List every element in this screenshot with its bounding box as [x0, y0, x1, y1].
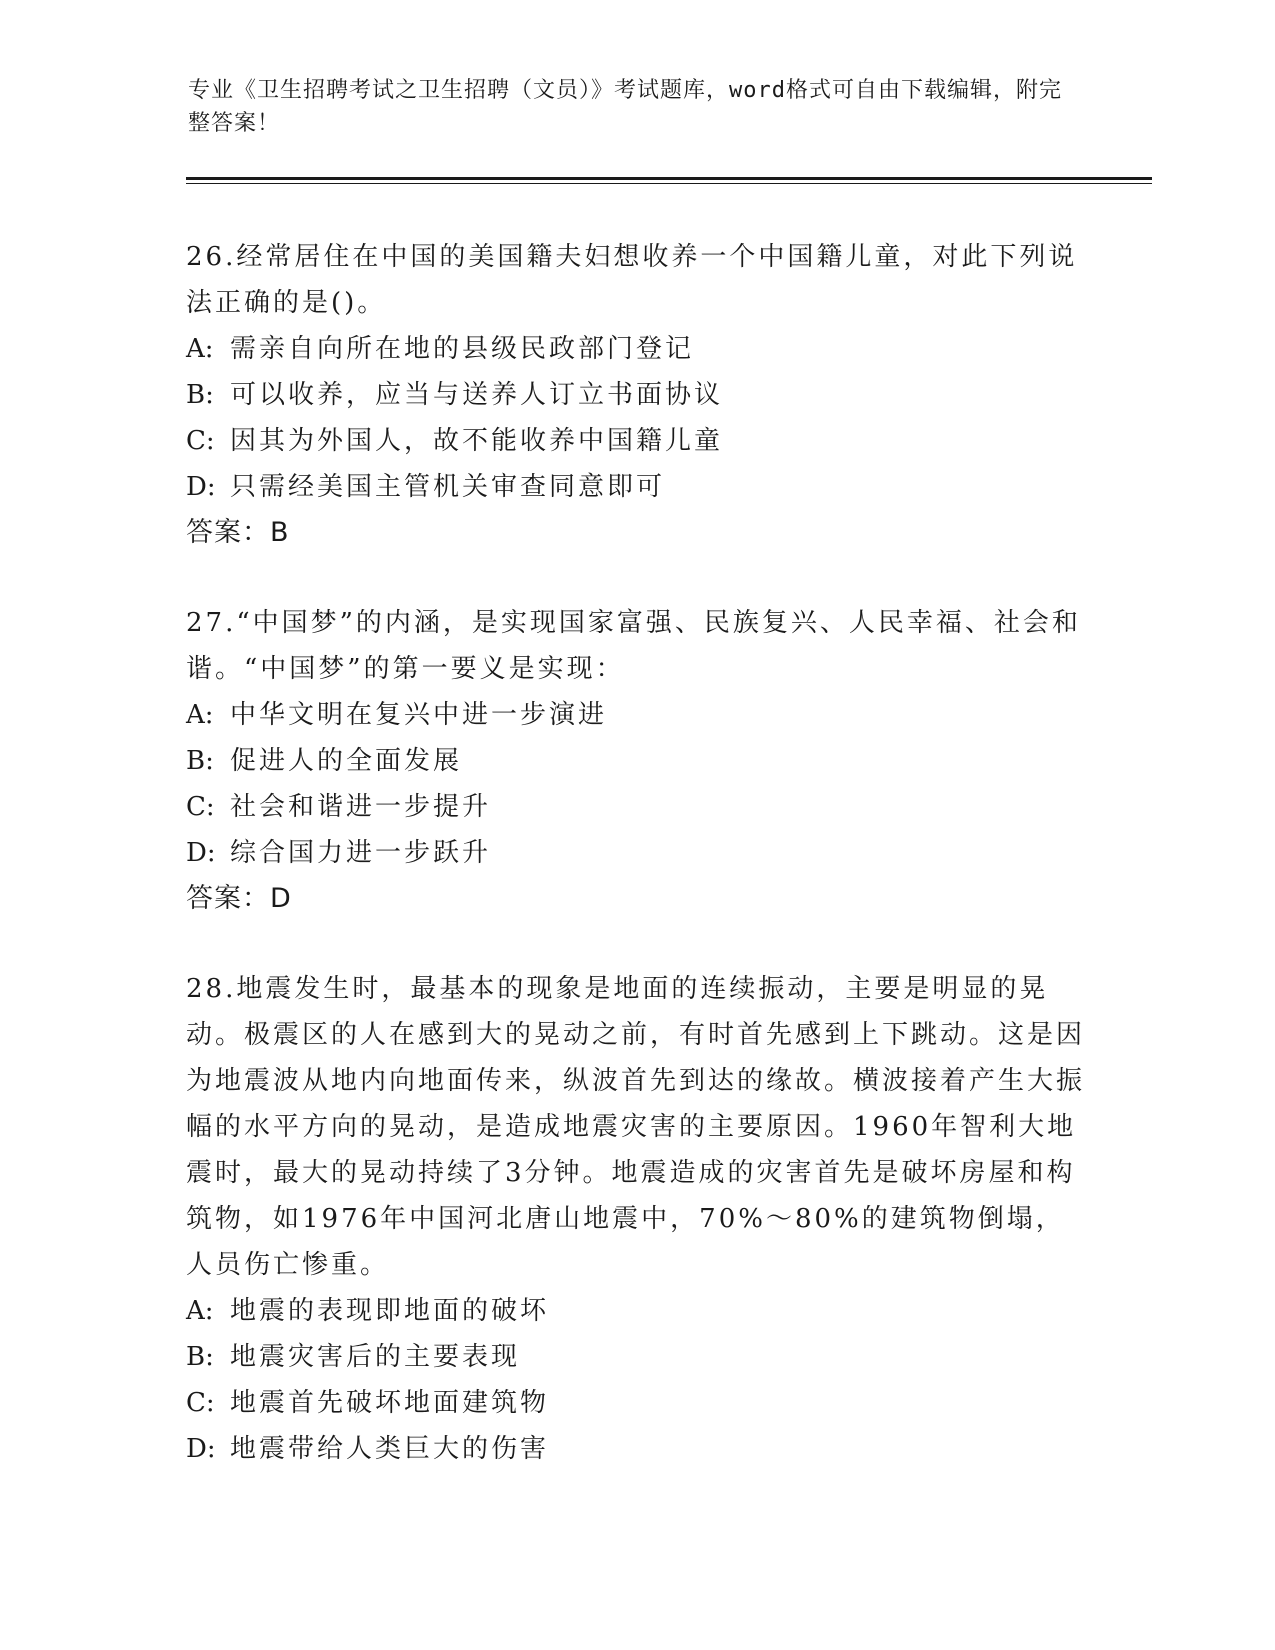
option-text: 综合国力进一步跃升	[230, 838, 492, 868]
option-text: 地震首先破坏地面建筑物	[230, 1388, 550, 1418]
option-key: A:	[186, 700, 214, 730]
answer-line: 答案：B	[186, 517, 290, 548]
question-stem: 27.“中国梦”的内涵，是实现国家富强、民族复兴、人民幸福、社会和谐。“中国梦”的第一要义是实现：	[186, 608, 1081, 684]
option-text: 可以收养，应当与送养人订立书面协议	[230, 380, 724, 410]
option-text: 促进人的全面发展	[230, 746, 463, 776]
option-key: C:	[186, 426, 215, 456]
option-text: 只需经美国主管机关审查同意即可	[230, 472, 666, 502]
question-27	[186, 600, 1086, 922]
option-d	[186, 464, 1086, 510]
option-text: 需亲自向所在地的县级民政部门登记	[230, 334, 695, 364]
question-26	[186, 234, 1086, 556]
option-a	[186, 326, 1086, 372]
header-divider	[186, 177, 1152, 180]
option-a	[186, 1288, 1086, 1334]
option-key: D:	[186, 1434, 216, 1464]
option-d	[186, 830, 1086, 876]
option-text: 因其为外国人，故不能收养中国籍儿童	[230, 426, 724, 456]
option-b	[186, 372, 1086, 418]
option-key: B:	[186, 380, 214, 410]
option-text: 地震的表现即地面的破坏	[230, 1296, 550, 1326]
option-key: A:	[186, 1296, 214, 1326]
option-text: 地震带给人类巨大的伤害	[230, 1434, 550, 1464]
option-c	[186, 1380, 1086, 1426]
option-a	[186, 692, 1086, 738]
option-key: C:	[186, 792, 215, 822]
option-key: B:	[186, 746, 214, 776]
answer-line: 答案：D	[186, 883, 292, 914]
option-text: 地震灾害后的主要表现	[230, 1342, 521, 1372]
option-b	[186, 738, 1086, 784]
option-key: A:	[186, 334, 214, 364]
option-c	[186, 784, 1086, 830]
option-d	[186, 1426, 1086, 1472]
option-key: D:	[186, 838, 216, 868]
document-header: 专业《卫生招聘考试之卫生招聘（文员）》考试题库，word格式可自由下载编辑，附完整答案！	[188, 78, 1062, 136]
option-key: B:	[186, 1342, 214, 1372]
option-text: 中华文明在复兴中进一步演进	[230, 700, 608, 730]
option-text: 社会和谐进一步提升	[230, 792, 492, 822]
header-divider-thin	[186, 183, 1152, 184]
option-key: D:	[186, 472, 216, 502]
option-key: C:	[186, 1388, 215, 1418]
option-c	[186, 418, 1086, 464]
question-28	[186, 966, 1086, 1472]
question-stem: 26.经常居住在中国的美国籍夫妇想收养一个中国籍儿童，对此下列说法正确的是()。	[186, 242, 1078, 318]
question-stem: 28.地震发生时，最基本的现象是地面的连续振动，主要是明显的晃动。极震区的人在感到大的晃动之前，有时首先感到上下跳动。这是因为地震波从地内向地面传来，纵波首先到达的缘故。横波接着产生大振幅的水平方向的晃动，是造成地震灾害的主要原因。1960年智利大地震时，最大的晃动持续了3分钟。地震造成的灾害首先是破坏房屋和构筑物，如1976年中国河北唐山地震中，70%～80%的建筑物倒塌，人员伤亡惨重。	[186, 974, 1086, 1280]
option-b	[186, 1334, 1086, 1380]
